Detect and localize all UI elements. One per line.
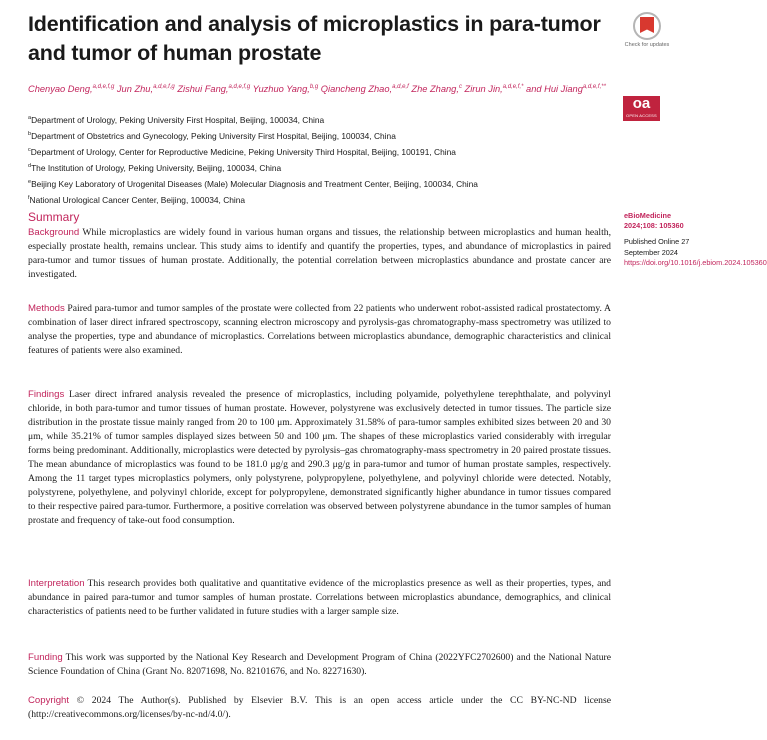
open-access-logo: oa xyxy=(632,95,651,112)
affiliation-item: $^f$National Urological Cancer Center, Beijing, 100034, China xyxy=(28,195,246,206)
doi-link[interactable]: https://doi.org/10.1016/j.ebiom.2024.105360 xyxy=(624,257,767,267)
article-title: Identification and analysis of microplastics in para-tumor and tumor of human prostate xyxy=(28,12,601,65)
findings-paragraph: Findings Laser direct infrared analysis revealed the presence of microplastics, including polyamide, polyethylene terephthalate, and polyvinyl chloride, in both para-tumor and tumor tissues of human prostate. However, polystyrene was exclusively detected in tumor tissues. The particle size distribution in the prostate tissue mainly ranged from 20 to 100 μm. Approximately 31.58% of para-tumor samples exhibited sizes between 20 and 30 μm, while 35.21% of tumor samples displayed sizes between 50 and 100 μm. The shapes of these microplastics varied considerably with irregular forms being predominant. Additionally, microplastics were detected by pyrolysis–gas chromatography-mass spectrometry in 20 paired prostate tissues. The mean abundance of microplastics was found to be 181.0 μg/g and 290.3 μg/g in para-tumor and tumor of human prostate samples, respectively. Among the 11 target types microplastics polymers, only polystyrene, polypropylene, polyethylene, and polyvinyl chloride were detected. Notably, polystyrene, polyethylene, and polyvinyl chloride, except for polypropylene, demonstrated significantly higher abundance in tumor tissues compared to their respective paired para-tumor. Furthermore, a positive correlation was observed between polystyrene abundance in the tumor samples of human prostate and frequency of take-out food consumption. xyxy=(28,389,611,527)
author[interactable]: and Hui Jiang$^{a,d,e,f,**}$ xyxy=(526,84,606,95)
section-label: Interpretation xyxy=(28,578,85,589)
summary-heading: Summary xyxy=(28,210,80,224)
check-for-updates-badge[interactable] xyxy=(624,12,670,58)
affiliation-item: $^e$Beijing Key Laboratory of Urogenital Diseases (Male) Molecular Diagnosis and Treatment Center, Beijing, 100034, China xyxy=(28,179,478,190)
affiliations xyxy=(28,111,608,208)
author[interactable]: Jun Zhu,$^{a,d,e,f,g}$ xyxy=(116,84,175,95)
check-updates-label: Check for updates xyxy=(624,42,670,48)
author-list xyxy=(28,84,618,94)
section-label: Funding xyxy=(28,652,63,663)
section-label: Copyright xyxy=(28,695,70,706)
journal-name[interactable]: eBioMedicine xyxy=(624,211,672,220)
affiliation-item: $^b$Department of Obstetrics and Gynecology, Peking University First Hospital, Beijing, 100034, China xyxy=(28,130,396,141)
author[interactable]: Yuzhuo Yang,$^{b,g}$ xyxy=(252,84,319,95)
section-label: Methods xyxy=(28,303,65,314)
author[interactable]: Zishui Fang,$^{a,d,e,f,g}$ xyxy=(177,84,251,95)
background-paragraph: Background While microplastics are widely found in various human organs and tissues, the relationship between microplastics and human health, especially prostate health, remains unclear. This study aims to identify and quantify the properties, types, and abundance of microplastics in paired para-tumor and tumor tissues of human prostate. Additionally, the potential correlation between microplastics abundance and prostate cancer are investigated. xyxy=(28,227,611,281)
section-label: Background xyxy=(28,227,80,238)
affiliation-item: $^a$Department of Urology, Peking University First Hospital, Beijing, 100034, China xyxy=(28,114,325,125)
author[interactable]: Qiancheng Zhao,$^{a,d,e,f}$ xyxy=(320,84,409,95)
section-label: Findings xyxy=(28,389,65,400)
journal-volume: 2024;108: 105360 xyxy=(624,221,684,231)
author[interactable]: Zirun Jin,$^{a,d,e,f,*}$ xyxy=(464,84,524,95)
affiliation-item: $^d$The Institution of Urology, Peking University, Beijing, 100034, China xyxy=(28,163,282,174)
funding-paragraph: Funding This work was supported by the National Key Research and Development Program of China (2022YFC2702600) and the National Nature Science Foundation of China (Grant No. 82071698, No. 82101676, and No. 82271630). xyxy=(28,652,611,678)
abstract xyxy=(28,226,611,721)
article-info-sidebar xyxy=(624,211,767,268)
affiliation-item: $^c$Department of Urology, Center for Reproductive Medicine, Peking University Third Hospital, Beijing, 100191, China xyxy=(28,146,456,157)
open-access-badge xyxy=(623,96,660,121)
copyright-paragraph: Copyright © 2024 The Author(s). Published by Elsevier B.V. This is an open access article under the CC BY-NC-ND license (http://creativecommons.org/licenses/by-nc-nd/4.0/). xyxy=(28,695,611,721)
author[interactable]: Zhe Zhang,$^c$ xyxy=(411,84,462,95)
published-date: Published Online 27 September 2024 xyxy=(624,237,690,257)
license-link[interactable]: http://creativecommons.org/licenses/by-nc-nd/4.0/ xyxy=(31,709,226,721)
interpretation-paragraph: Interpretation This research provides both qualitative and quantitative evidence of the microplastics presence as well as their properties, types, and abundance in paired para-tumor and tumor samples of human prostate. Correlations between microplastics abundance, demographics, and clinical characteristics of patients need to be further validated in future studies with a larger sample size. xyxy=(28,578,611,618)
author[interactable]: Chenyao Deng,$^{a,d,e,f,g}$ xyxy=(28,84,115,95)
open-access-label: OPEN ACCESS xyxy=(626,113,657,118)
methods-paragraph: Methods Paired para-tumor and tumor samples of the prostate were collected from 22 patients who underwent robot-assisted radical prostatectomy. A combination of laser direct infrared spectroscopy, scanning electron microscopy and pyrolysis-gas chromatography-mass spectrometry was utilized to analyse the properties, type and abundance of microplastics. Correlations between microplastics abundance, demographic characteristics and clinical features of patients were also examined. xyxy=(28,303,611,357)
